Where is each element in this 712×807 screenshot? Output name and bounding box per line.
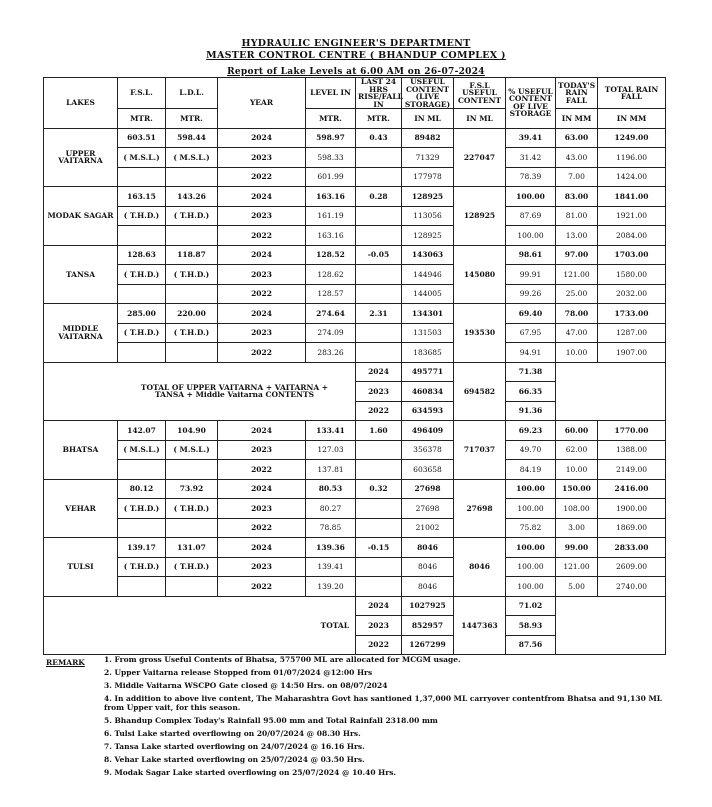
table-body	[44, 78, 666, 655]
pct-cell: 84.19	[506, 460, 556, 480]
remark-item: 4. In addition to above live content, The Maharashtra Govt has santioned 1,37,000 ML carryover contentfrom Bhatsa and 91,130 ML from Upper vait, for this season.	[104, 694, 663, 712]
ldl-cell: ( T.H.D.)	[166, 265, 218, 285]
ldl-cell: 131.07	[166, 538, 218, 558]
remark-item: 7. Tansa Lake started overflowing on 24/07/2024 @ 16.16 Hrs.	[104, 742, 365, 751]
year-cell: 2023	[218, 206, 306, 226]
today-rain-cell: 5.00	[556, 577, 598, 597]
year-cell: 2024	[218, 538, 306, 558]
total-rain-cell: 1921.00	[598, 206, 666, 226]
useful-cell: 27698	[402, 499, 454, 519]
fsl-content-cell: 227047	[454, 128, 506, 187]
useful-cell: 113056	[402, 206, 454, 226]
useful-cell: 131503	[402, 323, 454, 343]
level-cell: 128.52	[306, 245, 356, 265]
useful-cell: 177978	[402, 167, 454, 187]
total-rain-cell: 1388.00	[598, 440, 666, 460]
year-cell: 2023	[218, 265, 306, 285]
pct-cell: 71.38	[506, 362, 556, 382]
table-row	[44, 460, 666, 480]
fsl-cell: ( T.H.D.)	[118, 265, 166, 285]
year-cell: 2023	[218, 557, 306, 577]
fsl-cell: 128.63	[118, 245, 166, 265]
year-cell: 2022	[218, 343, 306, 363]
total-row	[44, 362, 666, 382]
ldl-cell: ( T.H.D.)	[166, 323, 218, 343]
today-rain-cell: 47.00	[556, 323, 598, 343]
fsl-content-cell: 193530	[454, 304, 506, 363]
unit-last24: MTR.	[356, 109, 402, 129]
remarks-label: REMARK	[46, 658, 85, 667]
ldl-cell	[166, 226, 218, 246]
fsl-content-cell: 27698	[454, 479, 506, 538]
today-rain-cell: 10.00	[556, 460, 598, 480]
pct-cell: 87.69	[506, 206, 556, 226]
unit-ldl: MTR.	[166, 109, 218, 129]
pct-cell: 100.00	[506, 577, 556, 597]
pct-cell: 100.00	[506, 187, 556, 207]
fsl-cell: ( T.H.D.)	[118, 206, 166, 226]
col-ldl: L.D.L.	[166, 78, 218, 109]
useful-cell: 8046	[402, 538, 454, 558]
fsl-cell	[118, 226, 166, 246]
useful-cell: 21002	[402, 518, 454, 538]
table-row	[44, 265, 666, 285]
pct-cell: 78.39	[506, 167, 556, 187]
col-useful: USEFUL CONTENT (LIVE STORAGE)	[402, 78, 454, 109]
pct-cell: 99.26	[506, 284, 556, 304]
table-row	[44, 421, 666, 441]
total-rain-cell: 2149.00	[598, 460, 666, 480]
change-cell	[356, 265, 402, 285]
useful-cell: 144946	[402, 265, 454, 285]
fsl-content-cell: 694582	[454, 362, 506, 421]
today-rain-cell: 25.00	[556, 284, 598, 304]
today-rain-cell: 121.00	[556, 557, 598, 577]
table-row	[44, 304, 666, 324]
useful-cell: 496409	[402, 421, 454, 441]
change-cell: 1.60	[356, 421, 402, 441]
pct-cell: 67.95	[506, 323, 556, 343]
total-rain-cell: 1196.00	[598, 148, 666, 168]
table-row	[44, 187, 666, 207]
pct-cell: 39.41	[506, 128, 556, 148]
year-cell: 2023	[218, 499, 306, 519]
pct-cell: 87.56	[506, 635, 556, 655]
remark-item: 1. From gross Useful Contents of Bhatsa, 575700 ML are allocated for MCGM usage.	[104, 655, 461, 664]
fsl-content-cell: 128925	[454, 187, 506, 246]
lake-name: MIDDLE VAITARNA	[44, 304, 118, 363]
useful-cell: 495771	[402, 362, 454, 382]
table-row	[44, 167, 666, 187]
total-rain-cell: 2416.00	[598, 479, 666, 499]
ldl-cell	[166, 577, 218, 597]
total-row	[44, 596, 666, 616]
col-lakes: LAKES	[44, 78, 118, 129]
table-row	[44, 245, 666, 265]
year-cell: 2023	[218, 148, 306, 168]
total-label: TOTAL OF UPPER VAITARNA + VAITARNA + TANSA + Middle Vaitarna CONTENTS	[44, 362, 356, 421]
change-cell	[356, 499, 402, 519]
lake-name: MODAK SAGAR	[44, 187, 118, 246]
total-rain-cell: 1249.00	[598, 128, 666, 148]
year-cell: 2022	[218, 518, 306, 538]
change-cell	[356, 557, 402, 577]
level-cell: 139.41	[306, 557, 356, 577]
fsl-cell	[118, 577, 166, 597]
total-rain-cell: 1907.00	[598, 343, 666, 363]
today-rain-cell: 81.00	[556, 206, 598, 226]
useful-cell: 356378	[402, 440, 454, 460]
col-today-rain: TODAY'S RAIN FALL	[556, 78, 598, 109]
fsl-cell	[118, 343, 166, 363]
today-rain-cell: 60.00	[556, 421, 598, 441]
fsl-cell	[118, 284, 166, 304]
year-cell: 2024	[218, 128, 306, 148]
ldl-cell: ( T.H.D.)	[166, 557, 218, 577]
level-cell: 80.27	[306, 499, 356, 519]
ldl-cell: ( T.H.D.)	[166, 206, 218, 226]
level-cell: 128.57	[306, 284, 356, 304]
fsl-cell	[118, 518, 166, 538]
today-rain-cell: 83.00	[556, 187, 598, 207]
useful-cell: 8046	[402, 577, 454, 597]
table-row	[44, 479, 666, 499]
total-rain-cell: 2032.00	[598, 284, 666, 304]
today-rain-cell: 97.00	[556, 245, 598, 265]
change-cell: 0.28	[356, 187, 402, 207]
ldl-cell: 104.90	[166, 421, 218, 441]
fsl-content-cell: 717037	[454, 421, 506, 480]
pct-cell: 75.82	[506, 518, 556, 538]
ldl-cell	[166, 518, 218, 538]
year-cell: 2023	[356, 382, 402, 402]
useful-cell: 89482	[402, 128, 454, 148]
table-row	[44, 538, 666, 558]
ldl-cell	[166, 343, 218, 363]
remarks-list	[104, 655, 684, 781]
level-cell: 139.36	[306, 538, 356, 558]
level-cell: 163.16	[306, 187, 356, 207]
level-cell: 78.85	[306, 518, 356, 538]
table-row	[44, 499, 666, 519]
year-cell: 2022	[218, 460, 306, 480]
pct-cell: 91.36	[506, 401, 556, 421]
table-row	[44, 148, 666, 168]
lake-name: BHATSA	[44, 421, 118, 480]
today-rain-cell: 99.00	[556, 538, 598, 558]
total-label: TOTAL	[44, 596, 356, 655]
year-cell: 2023	[218, 440, 306, 460]
remark-item: 3. Middle Vaitarna WSCPO Gate closed @ 14:50 Hrs. on 08/07/2024	[104, 681, 388, 690]
table-row	[44, 440, 666, 460]
year-cell: 2023	[218, 323, 306, 343]
unit-fsl: MTR.	[118, 109, 166, 129]
fsl-cell	[118, 460, 166, 480]
useful-cell: 144005	[402, 284, 454, 304]
change-cell: -0.15	[356, 538, 402, 558]
level-cell: 274.09	[306, 323, 356, 343]
change-cell	[356, 323, 402, 343]
ldl-cell: ( M.S.L.)	[166, 148, 218, 168]
today-rain-cell: 10.00	[556, 343, 598, 363]
col-year: YEAR	[218, 78, 306, 129]
fsl-cell: ( M.S.L.)	[118, 148, 166, 168]
pct-cell: 100.00	[506, 499, 556, 519]
year-cell: 2024	[356, 596, 402, 616]
pct-cell: 100.00	[506, 538, 556, 558]
total-rain-cell: 2084.00	[598, 226, 666, 246]
department-title: HYDRAULIC ENGINEER'S DEPARTMENT	[241, 38, 471, 49]
col-fsl: F.S.L.	[118, 78, 166, 109]
year-cell: 2022	[218, 577, 306, 597]
total-rain-cell: 1703.00	[598, 245, 666, 265]
useful-cell: 27698	[402, 479, 454, 499]
table-row	[44, 577, 666, 597]
unit-fsl-useful: IN ML	[454, 109, 506, 129]
level-cell: 137.81	[306, 460, 356, 480]
useful-cell: 1027925	[402, 596, 454, 616]
useful-cell: 71329	[402, 148, 454, 168]
lake-name: TULSI	[44, 538, 118, 597]
total-rain-cell: 1770.00	[598, 421, 666, 441]
year-cell: 2022	[218, 226, 306, 246]
pct-cell: 71.02	[506, 596, 556, 616]
fsl-cell: 80.12	[118, 479, 166, 499]
col-fsl-useful: F.S.L USEFUL CONTENT	[454, 78, 506, 109]
total-rain-cell: 1869.00	[598, 518, 666, 538]
today-rain-cell: 121.00	[556, 265, 598, 285]
today-rain-cell: 108.00	[556, 499, 598, 519]
year-cell: 2022	[218, 284, 306, 304]
useful-cell: 8046	[402, 557, 454, 577]
level-cell: 133.41	[306, 421, 356, 441]
today-rain-cell: 150.00	[556, 479, 598, 499]
fsl-cell: 142.07	[118, 421, 166, 441]
year-cell: 2024	[218, 304, 306, 324]
change-cell: 0.43	[356, 128, 402, 148]
remark-item: 2. Upper Vaitarna release Stopped from 01/07/2024 @12:00 Hrs	[104, 668, 373, 677]
centre-title: MASTER CONTROL CENTRE ( BHANDUP COMPLEX )	[206, 50, 506, 61]
unit-total-rain: IN MM	[598, 109, 666, 129]
level-cell: 127.03	[306, 440, 356, 460]
unit-today-rain: IN MM	[556, 109, 598, 129]
today-rain-cell: 78.00	[556, 304, 598, 324]
ldl-cell: 73.92	[166, 479, 218, 499]
useful-cell: 634593	[402, 401, 454, 421]
total-rain-cell: 2833.00	[598, 538, 666, 558]
year-cell: 2023	[356, 616, 402, 636]
total-rain-cell: 1841.00	[598, 187, 666, 207]
remark-item: 5. Bhandup Complex Today's Rainfall 95.00 mm and Total Rainfall 2318.00 mm	[104, 716, 438, 725]
level-cell: 161.19	[306, 206, 356, 226]
ldl-cell: ( T.H.D.)	[166, 499, 218, 519]
fsl-cell: ( T.H.D.)	[118, 499, 166, 519]
useful-cell: 143063	[402, 245, 454, 265]
total-rain-cell: 1424.00	[598, 167, 666, 187]
report-title: Report of Lake Levels at 6.00 AM on 26-07-2024	[227, 67, 485, 77]
year-cell: 2024	[356, 362, 402, 382]
today-rain-cell: 63.00	[556, 128, 598, 148]
change-cell: 0.32	[356, 479, 402, 499]
year-cell: 2022	[218, 167, 306, 187]
year-cell: 2024	[218, 479, 306, 499]
pct-cell: 49.70	[506, 440, 556, 460]
year-cell: 2024	[218, 187, 306, 207]
table-row	[44, 557, 666, 577]
total-rain-cell: 2740.00	[598, 577, 666, 597]
useful-cell: 603658	[402, 460, 454, 480]
useful-cell: 128925	[402, 187, 454, 207]
pct-cell: 94.91	[506, 343, 556, 363]
year-cell: 2024	[218, 421, 306, 441]
today-rain-cell: 43.00	[556, 148, 598, 168]
empty-cell	[556, 596, 666, 655]
change-cell	[356, 148, 402, 168]
ldl-cell	[166, 460, 218, 480]
col-level: LEVEL IN	[306, 78, 356, 109]
pct-cell: 66.35	[506, 382, 556, 402]
year-cell: 2022	[356, 635, 402, 655]
ldl-cell: 118.87	[166, 245, 218, 265]
col-total-rain: TOTAL RAIN FALL	[598, 78, 666, 109]
level-cell: 598.33	[306, 148, 356, 168]
table-row	[44, 284, 666, 304]
change-cell	[356, 518, 402, 538]
pct-cell: 69.23	[506, 421, 556, 441]
level-cell: 163.16	[306, 226, 356, 246]
pct-cell: 31.42	[506, 148, 556, 168]
change-cell	[356, 440, 402, 460]
lake-levels-table	[43, 77, 666, 655]
change-cell	[356, 226, 402, 246]
table-row	[44, 128, 666, 148]
lake-name: TANSA	[44, 245, 118, 304]
change-cell	[356, 284, 402, 304]
table-row	[44, 343, 666, 363]
today-rain-cell: 3.00	[556, 518, 598, 538]
pct-cell: 99.91	[506, 265, 556, 285]
lake-name: VEHAR	[44, 479, 118, 538]
change-cell: 2.31	[356, 304, 402, 324]
level-cell: 128.62	[306, 265, 356, 285]
total-rain-cell: 1580.00	[598, 265, 666, 285]
useful-cell: 852957	[402, 616, 454, 636]
level-cell: 598.97	[306, 128, 356, 148]
today-rain-cell: 13.00	[556, 226, 598, 246]
total-rain-cell: 2609.00	[598, 557, 666, 577]
pct-cell: 100.00	[506, 479, 556, 499]
fsl-cell: 603.51	[118, 128, 166, 148]
unit-row	[44, 109, 666, 129]
change-cell	[356, 460, 402, 480]
useful-cell: 460834	[402, 382, 454, 402]
ldl-cell: 598.44	[166, 128, 218, 148]
total-rain-cell: 1900.00	[598, 499, 666, 519]
level-cell: 274.64	[306, 304, 356, 324]
unit-level: MTR.	[306, 109, 356, 129]
lake-name: UPPER VAITARNA	[44, 128, 118, 187]
fsl-cell: ( T.H.D.)	[118, 557, 166, 577]
fsl-cell: 285.00	[118, 304, 166, 324]
change-cell	[356, 167, 402, 187]
today-rain-cell: 62.00	[556, 440, 598, 460]
pct-cell: 100.00	[506, 557, 556, 577]
year-cell: 2024	[218, 245, 306, 265]
pct-cell: 100.00	[506, 226, 556, 246]
year-cell: 2022	[356, 401, 402, 421]
level-cell: 80.53	[306, 479, 356, 499]
fsl-content-cell: 1447363	[454, 596, 506, 655]
change-cell	[356, 343, 402, 363]
col-pct: % USEFUL CONTENT OF LIVE STORAGE	[506, 78, 556, 129]
table-row	[44, 206, 666, 226]
remark-item: 9. Modak Sagar Lake started overflowing on 25/07/2024 @ 10.40 Hrs.	[104, 768, 397, 777]
ldl-cell	[166, 284, 218, 304]
pct-cell: 58.93	[506, 616, 556, 636]
level-cell: 283.26	[306, 343, 356, 363]
fsl-content-cell: 8046	[454, 538, 506, 597]
change-cell: -0.05	[356, 245, 402, 265]
fsl-cell: 163.15	[118, 187, 166, 207]
table-row	[44, 226, 666, 246]
fsl-content-cell: 145080	[454, 245, 506, 304]
remark-item: 8. Vehar Lake started overflowing on 25/07/2024 @ 03.50 Hrs.	[104, 755, 365, 764]
change-cell	[356, 577, 402, 597]
ldl-cell: 220.00	[166, 304, 218, 324]
useful-cell: 1267299	[402, 635, 454, 655]
useful-cell: 128925	[402, 226, 454, 246]
total-rain-cell: 1287.00	[598, 323, 666, 343]
unit-useful: IN ML	[402, 109, 454, 129]
pct-cell: 98.61	[506, 245, 556, 265]
ldl-cell: 143.26	[166, 187, 218, 207]
header-row	[44, 78, 666, 109]
fsl-cell: ( M.S.L.)	[118, 440, 166, 460]
fsl-cell: 139.17	[118, 538, 166, 558]
fsl-cell: ( T.H.D.)	[118, 323, 166, 343]
level-cell: 139.20	[306, 577, 356, 597]
table-row	[44, 518, 666, 538]
fsl-cell	[118, 167, 166, 187]
today-rain-cell: 7.00	[556, 167, 598, 187]
useful-cell: 183685	[402, 343, 454, 363]
empty-cell	[556, 362, 666, 421]
remark-item: 6. Tulsi Lake started overflowing on 20/07/2024 @ 08.30 Hrs.	[104, 729, 361, 738]
useful-cell: 134301	[402, 304, 454, 324]
table-row	[44, 323, 666, 343]
pct-cell: 69.40	[506, 304, 556, 324]
ldl-cell: ( M.S.L.)	[166, 440, 218, 460]
level-cell: 601.99	[306, 167, 356, 187]
ldl-cell	[166, 167, 218, 187]
change-cell	[356, 206, 402, 226]
col-last24: LAST 24 HRS RISE/FALL IN	[356, 78, 402, 109]
total-rain-cell: 1733.00	[598, 304, 666, 324]
